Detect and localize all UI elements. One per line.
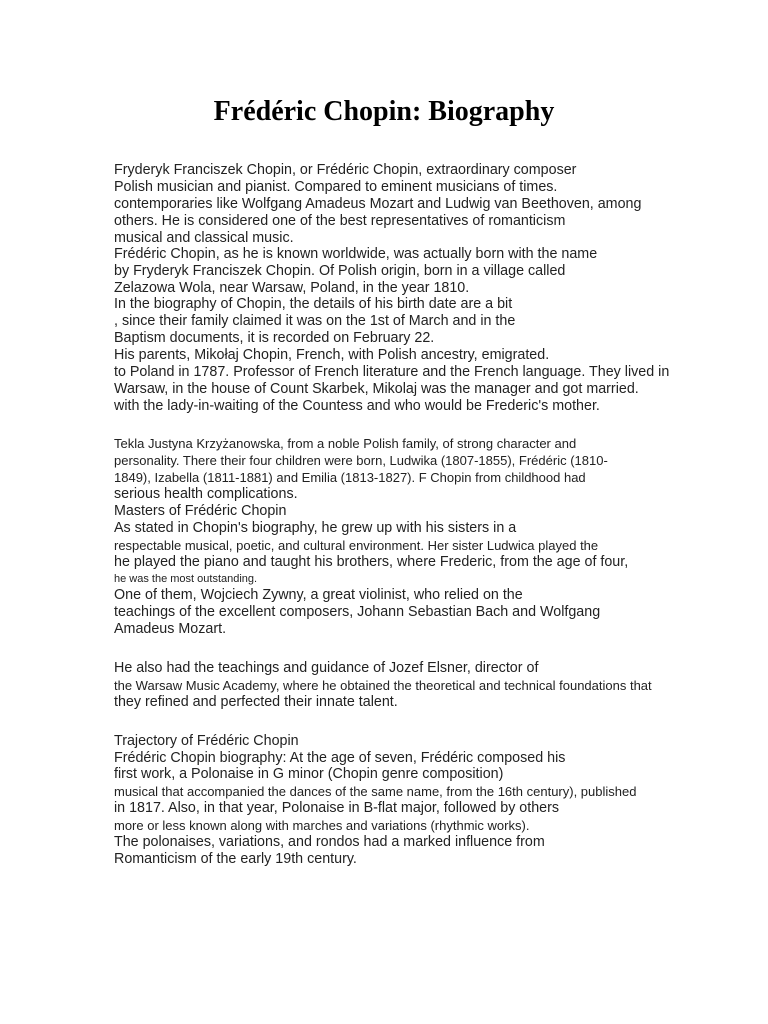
text-line: others. He is considered one of the best representatives of romanticism [114, 213, 566, 229]
text-line: serious health complications. [114, 486, 298, 502]
text-line: Tekla Justyna Krzyżanowska, from a noble Polish family, of strong character and [114, 436, 577, 451]
text-line: He also had the teachings and guidance of Jozef Elsner, director of [114, 660, 539, 676]
text-line: personality. There their four children were born, Ludwika (1807-1855), Frédéric (1810- [114, 453, 608, 468]
text-line: Zelazowa Wola, near Warsaw, Poland, in the year 1810. [114, 280, 470, 296]
text-line: teachings of the excellent composers, Johann Sebastian Bach and Wolfgang [114, 604, 601, 620]
text-line: he was the most outstanding. [114, 573, 258, 585]
text-line: One of them, Wojciech Zywny, a great violinist, who relied on the [114, 587, 523, 603]
text-line: with the lady-in-waiting of the Countess and who would be Frederic's mother. [114, 398, 600, 414]
text-line: Romanticism of the early 19th century. [114, 851, 357, 867]
text-line: Frédéric Chopin, as he is known worldwide, was actually born with the name [114, 246, 598, 262]
text-line: Warsaw, in the house of Count Skarbek, Mikolaj was the manager and got married. [114, 381, 639, 397]
text-line: Fryderyk Franciszek Chopin, or Frédéric Chopin, extraordinary composer [114, 162, 577, 178]
text-line: by Fryderyk Franciszek Chopin. Of Polish origin, born in a village called [114, 263, 566, 279]
text-line: In the biography of Chopin, the details of his birth date are a bit [114, 296, 513, 312]
text-line: in 1817. Also, in that year, Polonaise in B-flat major, followed by others [114, 800, 560, 816]
section-heading: Masters of Frédéric Chopin [114, 503, 287, 519]
text-line: he played the piano and taught his brothers, where Frederic, from the age of four, [114, 554, 629, 570]
text-line: respectable musical, poetic, and cultural environment. Her sister Ludwica played the [114, 538, 599, 553]
text-line: 1849), Izabella (1811-1881) and Emilia (1813-1827). F Chopin from childhood had [114, 470, 586, 485]
text-line: His parents, Mikołaj Chopin, French, with Polish ancestry, emigrated. [114, 347, 550, 363]
text-line: Polish musician and pianist. Compared to eminent musicians of times. [114, 179, 558, 195]
text-line: to Poland in 1787. Professor of French literature and the French language. They lived in [114, 364, 670, 380]
text-line: musical that accompanied the dances of the same name, from the 16th century), published [114, 784, 637, 799]
text-line: Amadeus Mozart. [114, 621, 227, 637]
page-title: Frédéric Chopin: Biography [213, 96, 555, 127]
text-line: musical and classical music. [114, 230, 294, 246]
text-line: Frédéric Chopin biography: At the age of seven, Frédéric composed his [114, 750, 566, 766]
text-line: the Warsaw Music Academy, where he obtained the theoretical and technical foundations that [114, 678, 652, 693]
text-line: Baptism documents, it is recorded on February 22. [114, 330, 435, 346]
text-line: The polonaises, variations, and rondos had a marked influence from [114, 834, 545, 850]
text-line: they refined and perfected their innate talent. [114, 694, 398, 710]
text-line: contemporaries like Wolfgang Amadeus Mozart and Ludwig van Beethoven, among [114, 196, 642, 212]
text-line: more or less known along with marches and variations (rhythmic works). [114, 818, 530, 833]
text-line: As stated in Chopin's biography, he grew up with his sisters in a [114, 520, 517, 536]
section-heading: Trajectory of Frédéric Chopin [114, 733, 299, 749]
text-line: , since their family claimed it was on the 1st of March and in the [114, 313, 516, 329]
text-line: first work, a Polonaise in G minor (Chopin genre composition) [114, 766, 504, 782]
